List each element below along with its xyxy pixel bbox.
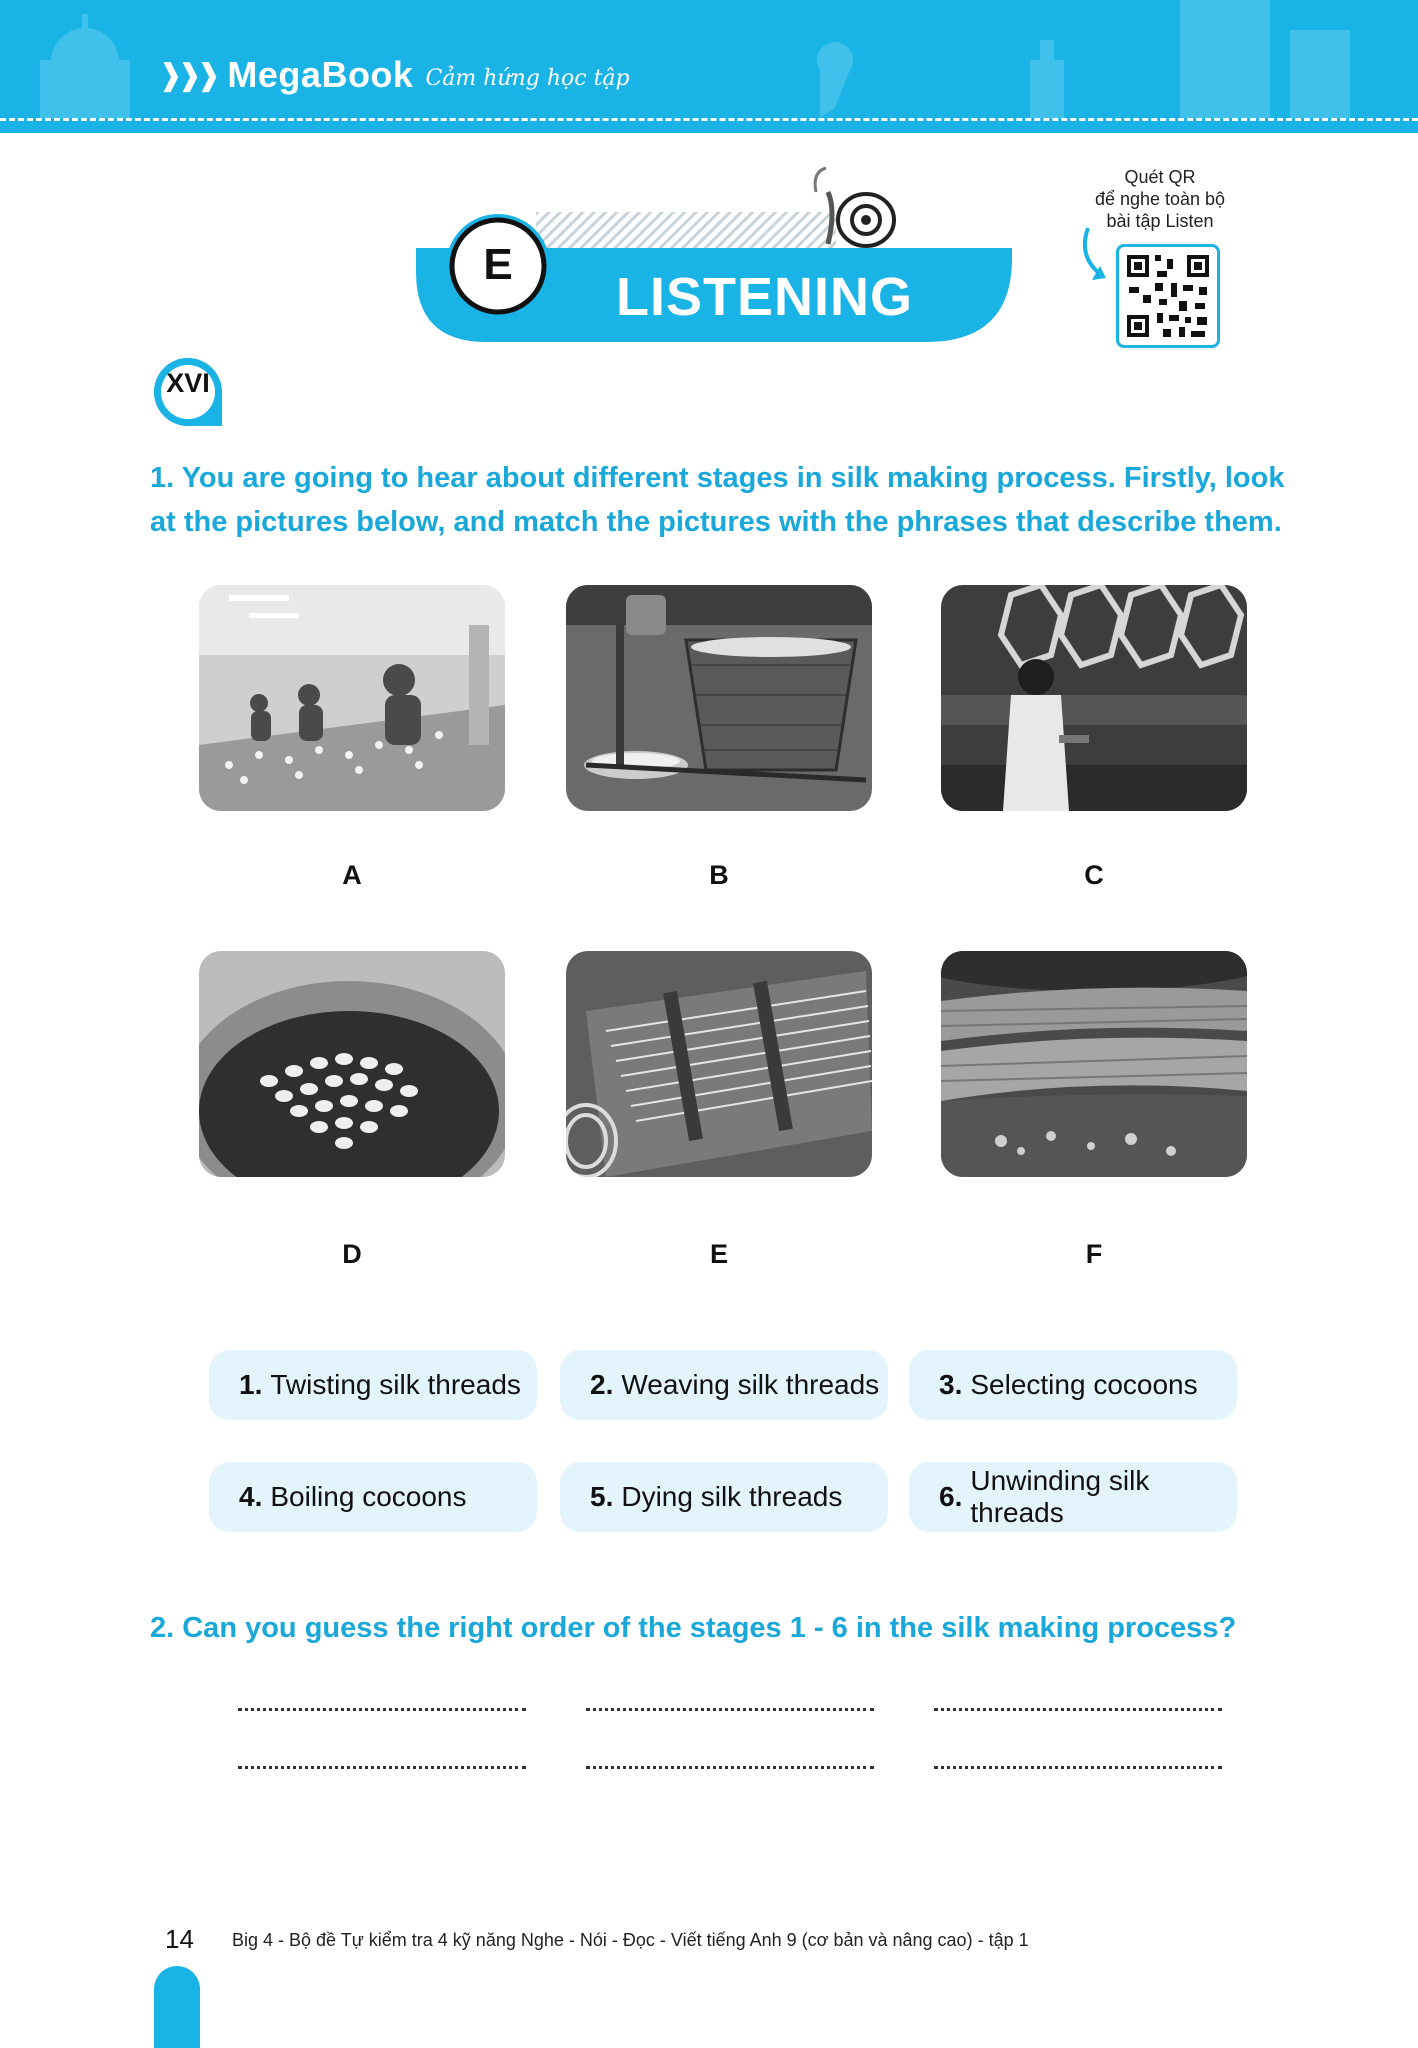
phrase-box [909,1350,1237,1420]
phrase-text: Twisting silk threads [270,1369,521,1400]
phrase-number: 3. [939,1369,963,1400]
silk-threads-in-dye-bath-icon [941,951,1247,1177]
brand-name: MegaBook [227,54,414,95]
phrase-text: Unwinding silk threads [970,1465,1150,1528]
answer-blank[interactable] [586,1708,874,1713]
picture-label: C [1084,860,1104,890]
qr-caption-line: để nghe toàn bộ [1094,189,1226,209]
section-letter: E [483,240,513,289]
picture-label: A [342,860,362,890]
page-header [0,0,1418,133]
picture-b [566,585,872,811]
woman-twisting-threads-machine-icon [941,585,1247,811]
megabook-logo-icon: ❱❱❱ [158,57,216,93]
phrase-text: Weaving silk threads [621,1369,880,1400]
phrase-text: Selecting cocoons [970,1369,1198,1400]
qr-code-icon [1119,247,1217,345]
phrase-box [209,1462,537,1532]
phrase-box [909,1462,1237,1532]
answer-blank[interactable] [238,1708,526,1713]
page-tab-decoration [154,1966,200,2048]
qr-caption [1070,166,1250,232]
phrase-box [209,1350,537,1420]
qr-caption-line: bài tập Listen [1106,211,1214,231]
phrase-text: Dying silk threads [621,1481,843,1512]
phrase-box [560,1462,888,1532]
exercise-2-instruction: 2. Can you guess the right order of the stages 1 - 6 in the silk making process? [150,1612,1237,1644]
answer-blank[interactable] [238,1766,526,1771]
picture-label: F [1085,1239,1103,1269]
phrase-number: 1. [239,1369,263,1400]
section-title: LISTENING [616,267,914,327]
answer-blank[interactable] [934,1766,1222,1771]
cocoons-in-boiling-pot-icon [199,951,505,1177]
exercise-1-instruction: 1. You are going to hear about different stages in silk making process. Firstly, look at the pictures below, and match the pictures with the phrases that describe them. [150,462,1285,538]
loom-weaving-threads-icon [566,951,872,1177]
picture-label: D [342,1239,362,1269]
answer-blank[interactable] [934,1708,1222,1713]
curved-arrow-icon [1076,226,1116,286]
picture-label: E [709,1239,728,1269]
page-number: 14 [165,1924,194,1954]
phrase-number: 2. [590,1369,614,1400]
phrase-number: 5. [590,1481,614,1512]
picture-f [941,951,1247,1177]
unit-number: XVI [166,368,210,398]
cocoon-basket-reeling-icon [566,585,872,811]
factory-workers-sorting-cocoons-icon [199,585,505,811]
brand-logo [158,54,630,96]
phrase-text: Boiling cocoons [270,1481,467,1512]
picture-label: B [709,860,729,890]
phrase-box [560,1350,888,1420]
book-title: Big 4 - Bộ đề Tự kiểm tra 4 kỹ năng Nghe - Nói - Đọc - Viết tiếng Anh 9 (cơ bản và nâng cao) - tập 1 [232,1930,1029,1950]
qr-code[interactable] [1116,244,1220,348]
phrase-number: 4. [239,1481,263,1512]
picture-a [199,585,505,811]
header-divider [0,118,1418,121]
brand-tagline: Cảm hứng học tập [425,65,630,91]
qr-caption-line: Quét QR [1124,167,1196,187]
answer-blank[interactable] [586,1766,874,1771]
picture-c [941,585,1247,811]
picture-d [199,951,505,1177]
picture-e [566,951,872,1177]
phrase-number: 6. [939,1481,963,1512]
